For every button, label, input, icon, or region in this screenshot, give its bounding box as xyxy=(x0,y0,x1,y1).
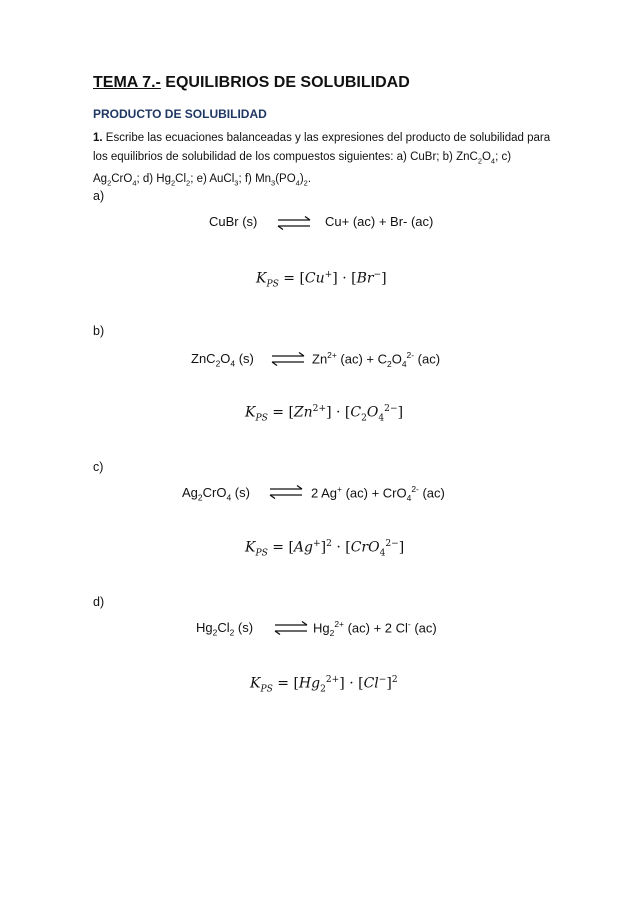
eq-sub: 2 xyxy=(212,627,218,638)
ksp-k: K xyxy=(245,404,256,421)
question-sub: 4 xyxy=(132,178,137,188)
ksp-sup: 2+ xyxy=(312,404,327,414)
part-a-products: Cu+ (ac) + Br- (ac) xyxy=(325,214,434,229)
ksp-k: K xyxy=(245,539,256,556)
ksp-sup: − xyxy=(378,675,387,685)
ksp-sub: 4 xyxy=(378,413,385,424)
question-paragraph xyxy=(93,129,553,193)
eq-text: (ac) xyxy=(418,485,445,501)
eq-sub: 2 xyxy=(387,358,392,369)
ksp-ion: C xyxy=(350,404,362,421)
eq-sup: 2- xyxy=(406,350,415,360)
ksp-ps: PS xyxy=(266,279,279,290)
ksp-mid: ] · [ xyxy=(339,675,364,692)
ksp-mid: ] · [ xyxy=(326,404,351,421)
eq-text: O xyxy=(391,351,402,367)
part-a-reactant: CuBr (s) xyxy=(209,214,258,229)
eq-text: Hg xyxy=(313,620,330,636)
question-text: ; f) Mn xyxy=(238,173,272,186)
question-sub: 2 xyxy=(186,178,191,188)
double-arrow-icon xyxy=(264,485,308,499)
eq-sub: 2 xyxy=(215,358,221,369)
double-arrow-icon xyxy=(269,621,313,635)
ksp-ion: Cu xyxy=(304,270,325,287)
question-text: (PO xyxy=(275,173,296,186)
question-text: . xyxy=(307,173,312,186)
ksp-eq: = [ xyxy=(278,270,305,287)
part-c-label: c) xyxy=(93,460,104,474)
question-sub: 3 xyxy=(271,178,276,188)
ksp-mid: ] · [ xyxy=(332,270,357,287)
part-c-products xyxy=(311,484,445,503)
question-sub: 2 xyxy=(171,178,176,188)
part-b-reactant xyxy=(191,351,254,369)
ksp-ps: PS xyxy=(260,684,273,695)
part-a-ksp xyxy=(256,270,387,289)
ksp-sub: 4 xyxy=(379,548,386,559)
part-d-ksp xyxy=(250,675,398,694)
ksp-end: ] xyxy=(398,539,405,556)
eq-sub: 2 xyxy=(229,627,235,638)
question-sub: 4 xyxy=(490,156,496,166)
eq-sup: 2+ xyxy=(327,350,337,360)
eq-text: (s) xyxy=(235,351,254,366)
question-text: O xyxy=(481,151,491,163)
eq-sub: 4 xyxy=(401,358,407,369)
eq-text: 2 Ag xyxy=(311,485,338,501)
part-c-ksp: $K_{PS} = [Ag^+]^2 \cdot [CrO_4^{2-}]$ xyxy=(245,539,405,559)
eq-text: (s) xyxy=(234,620,254,635)
double-arrow-icon xyxy=(266,352,310,366)
part-b-label: b) xyxy=(93,324,105,338)
ksp-ps: PS xyxy=(255,548,268,559)
eq-sup: + xyxy=(337,484,342,494)
ksp-ion: CrO xyxy=(350,539,380,556)
eq-sub: 4 xyxy=(406,492,412,503)
page-title xyxy=(93,74,410,92)
ksp-sup: 2− xyxy=(385,539,399,549)
eq-sup: 2+ xyxy=(334,619,344,629)
question-sub: 4 xyxy=(295,178,300,188)
question-text: ; d) Hg xyxy=(136,173,171,186)
double-arrow-icon xyxy=(272,216,316,230)
question-text: ; c) Ag xyxy=(93,151,512,186)
ksp-sup: + xyxy=(313,539,321,549)
question-sub: 2 xyxy=(477,156,482,166)
question-sub: 2 xyxy=(107,178,112,188)
part-d-label: d) xyxy=(93,595,105,609)
ksp-sup: 2+ xyxy=(325,675,340,685)
eq-sub: 4 xyxy=(230,358,236,369)
ksp-ps: PS xyxy=(255,413,268,424)
eq-text: (ac) xyxy=(414,351,441,367)
part-b-products xyxy=(312,350,440,369)
ksp-ion: O xyxy=(366,404,379,421)
ksp-sup: + xyxy=(324,270,333,280)
ksp-pow: 2 xyxy=(326,539,332,549)
question-text: Escribe las ecuaciones balanceadas y las expresiones del producto de solubilidad para los equilibrios de solubilidad de los compuestos siguientes: a) CuBr; b) ZnC xyxy=(93,132,551,163)
ksp-k: K xyxy=(256,270,267,287)
part-a-label: a) xyxy=(93,189,105,203)
ksp-ion: Hg xyxy=(298,675,321,692)
eq-text: CrO xyxy=(202,485,227,500)
ksp-end: ] xyxy=(397,404,404,421)
eq-sub: 4 xyxy=(226,492,232,503)
eq-text: (ac) + C xyxy=(336,351,388,367)
question-text: CrO xyxy=(111,173,133,186)
question-number: 1. xyxy=(93,132,103,144)
eq-sup: - xyxy=(407,619,411,629)
part-d-reactant xyxy=(196,620,253,638)
ksp-ion: Cl xyxy=(363,675,379,692)
eq-text: Hg xyxy=(196,620,213,635)
title-tema: TEMA 7.- xyxy=(93,74,161,91)
ksp-sup: − xyxy=(373,270,382,280)
section-subtitle: PRODUCTO DE SOLUBILIDAD xyxy=(93,107,267,121)
ksp-ion: Br xyxy=(356,270,374,287)
ksp-ion: Zn xyxy=(293,404,313,421)
eq-sup: 2- xyxy=(411,484,419,494)
eq-sub: 2 xyxy=(329,627,335,638)
ksp-eq: = [ xyxy=(267,539,294,556)
eq-text: (ac) + 2 Cl xyxy=(343,620,408,636)
ksp-sub: 2 xyxy=(320,684,326,695)
question-text: Cl xyxy=(175,173,187,186)
title-rest: EQUILIBRIOS DE SOLUBILIDAD xyxy=(160,74,410,91)
eq-text: O xyxy=(220,351,231,366)
eq-text: Zn xyxy=(312,351,328,367)
ksp-ion: Ag xyxy=(293,539,313,556)
eq-text: Cl xyxy=(217,620,230,635)
ksp-sup: 2− xyxy=(384,404,398,414)
ksp-eq: = [ xyxy=(267,404,294,421)
eq-text: ZnC xyxy=(191,351,216,366)
ksp-eq: = [ xyxy=(272,675,299,692)
ksp-k: K xyxy=(250,675,261,692)
question-text: ) xyxy=(299,173,304,186)
eq-text: (s) xyxy=(231,485,250,500)
question-text: ; e) AuCl xyxy=(190,173,235,186)
part-d-products xyxy=(313,619,437,638)
ksp-end: ] xyxy=(381,270,387,287)
question-sub: 2 xyxy=(303,178,308,188)
eq-sub: 2 xyxy=(197,492,203,503)
eq-text: Ag xyxy=(182,485,198,500)
question-sub: 3 xyxy=(234,178,239,188)
ksp-sub: 2 xyxy=(361,413,367,424)
part-c-reactant xyxy=(182,485,250,503)
ksp-end: ] xyxy=(386,675,392,692)
eq-text: (ac) xyxy=(410,620,437,636)
part-b-ksp xyxy=(245,404,403,423)
eq-text: (ac) + CrO xyxy=(341,485,407,501)
ksp-pow: 2 xyxy=(391,675,398,685)
